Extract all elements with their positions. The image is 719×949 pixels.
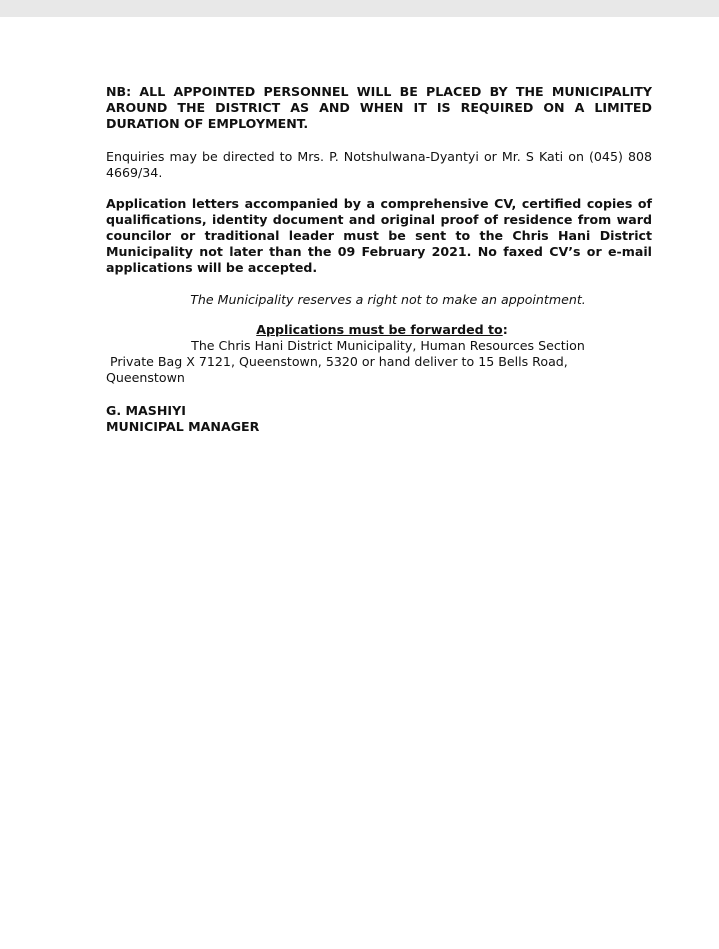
forwarding-title-text: Applications must be forwarded to (256, 322, 503, 337)
forwarding-title (106, 322, 652, 338)
signatory-title: MUNICIPAL MANAGER (106, 419, 260, 434)
forwarding-title-colon: : (502, 322, 508, 337)
address-line-3: Queenstown (106, 370, 185, 385)
application-instructions: Application letters accompanied by a comprehensive CV, certified copies of qualifications, identity document and original proof of residence from ward councilor or traditional leader must be sent to the Chris Hani District Municipality not later than the 09 February 2021. No faxed CV’s or e-mail applications will be accepted. (106, 196, 652, 275)
document-page (106, 84, 652, 435)
address-line-1: The Chris Hani District Municipality, Human Resources Section (191, 338, 585, 353)
nb-notice: NB: ALL APPOINTED PERSONNEL WILL BE PLACED BY THE MUNICIPALITY AROUND THE DISTRICT AS AND WHEN IT IS REQUIRED ON A LIMITED DURATION OF EMPLOYMENT. (106, 84, 652, 131)
address-line-2: Private Bag X 7121, Queenstown, 5320 or hand deliver to 15 Bells Road, (110, 354, 568, 369)
signatory-name: G. MASHIYI (106, 403, 186, 418)
enquiries-text: Enquiries may be directed to Mrs. P. Notshulwana-Dyantyi or Mr. S Kati on (045) 808 4669/34. (106, 149, 652, 180)
reserve-statement: The Municipality reserves a right not to make an appointment. (190, 292, 586, 307)
forwarding-address (106, 322, 652, 386)
top-bar (0, 0, 719, 17)
